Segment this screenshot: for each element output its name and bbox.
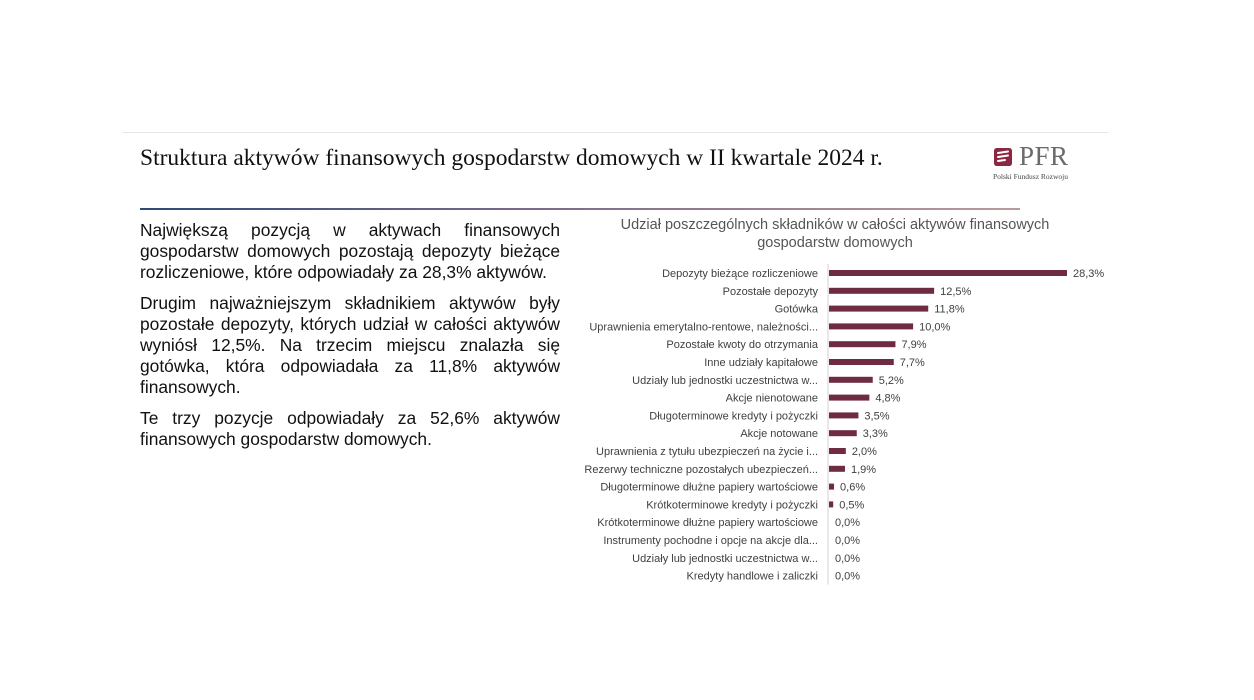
category-label: Rezerwy techniczne pozostałych ubezpieczeń... bbox=[584, 463, 818, 476]
value-label: 0,0% bbox=[835, 570, 861, 583]
category-label: Długoterminowe dłużne papiery wartościowe bbox=[600, 481, 818, 494]
category-label: Inne udziały kapitałowe bbox=[704, 357, 818, 369]
bar bbox=[829, 448, 846, 454]
bar bbox=[829, 412, 858, 418]
value-label: 3,5% bbox=[864, 410, 890, 423]
category-label: Udziały lub jednostki uczestnictwa w... bbox=[632, 552, 818, 565]
category-label: Uprawnienia z tytułu ubezpieczeń na życie i... bbox=[596, 446, 818, 458]
paragraph-2: Drugim najważniejszym składnikiem aktywów były pozostałe depozyty, których udział w całości aktywów wyniósł 12,5%. Na trzecim miejscu znalazła się gotówka, która odpowiadała za 11,8% aktywów finansowych. bbox=[140, 293, 560, 397]
value-label: 0,0% bbox=[835, 552, 861, 565]
value-label: 11,8% bbox=[934, 303, 965, 316]
value-label: 3,3% bbox=[862, 428, 888, 441]
category-label: Kredyty handlowe i zaliczki bbox=[686, 570, 818, 583]
bar bbox=[829, 466, 845, 472]
value-label: 1,9% bbox=[850, 463, 877, 476]
bar bbox=[829, 395, 869, 401]
value-label: 2,0% bbox=[851, 446, 877, 458]
value-label: 12,5% bbox=[940, 285, 972, 298]
chart-title: Udział poszczególnych składników w całości aktywów finansowych gospodarstw domowych bbox=[620, 217, 1050, 251]
value-label: 10,0% bbox=[919, 321, 951, 334]
category-label: Udziały lub jednostki uczestnictwa w... bbox=[632, 374, 818, 387]
bar bbox=[829, 377, 873, 383]
bar bbox=[829, 288, 934, 294]
value-label: 0,6% bbox=[840, 481, 866, 494]
value-label: 7,7% bbox=[899, 357, 925, 369]
category-label: Gotówka bbox=[774, 303, 818, 316]
paragraph-3: Te trzy pozycje odpowiadały za 52,6% aktywów finansowych gospodarstw domowych. bbox=[140, 408, 560, 449]
category-label: Depozyty bieżące rozliczeniowe bbox=[662, 268, 818, 280]
value-label: 0,0% bbox=[835, 535, 861, 547]
bar bbox=[829, 501, 833, 507]
category-label: Instrumenty pochodne i opcje na akcje dla... bbox=[603, 535, 818, 547]
category-label: Krótkoterminowe dłużne papiery wartościowe bbox=[597, 517, 818, 530]
bar bbox=[829, 430, 857, 436]
bar bbox=[829, 484, 834, 490]
category-label: Pozostałe depozyty bbox=[722, 285, 818, 298]
value-label: 5,2% bbox=[878, 374, 904, 387]
category-label: Krótkoterminowe kredyty i pożyczki bbox=[646, 499, 818, 512]
bar bbox=[829, 341, 895, 347]
value-label: 7,9% bbox=[901, 339, 927, 352]
logo-text: PFR bbox=[1019, 141, 1069, 171]
category-label: Akcje notowane bbox=[740, 428, 818, 441]
category-label: Akcje nienotowane bbox=[725, 392, 818, 405]
value-label: 0,0% bbox=[835, 517, 861, 530]
category-label: Uprawnienia emerytalno-rentowe, należności... bbox=[589, 321, 818, 334]
bar bbox=[829, 270, 1067, 276]
value-label: 0,5% bbox=[839, 499, 865, 512]
bar bbox=[829, 306, 928, 312]
slide-title: Struktura aktywów finansowych gospodarstw domowych w II kwartale 2024 r. bbox=[140, 145, 883, 171]
category-label: Pozostałe kwoty do otrzymania bbox=[666, 339, 818, 352]
bar bbox=[829, 323, 913, 329]
category-label: Długoterminowe kredyty i pożyczki bbox=[649, 410, 818, 423]
bar bbox=[829, 359, 894, 365]
paragraph-1: Największą pozycją w aktywach finansowych gospodarstw domowych pozostają depozyty bieżące rozliczeniowe, które odpowiadały za 28,3% aktywów. bbox=[140, 220, 560, 282]
value-label: 4,8% bbox=[875, 392, 901, 405]
logo-subtext: Polski Fundusz Rozwoju bbox=[993, 172, 1069, 181]
value-label: 28,3% bbox=[1073, 268, 1105, 280]
